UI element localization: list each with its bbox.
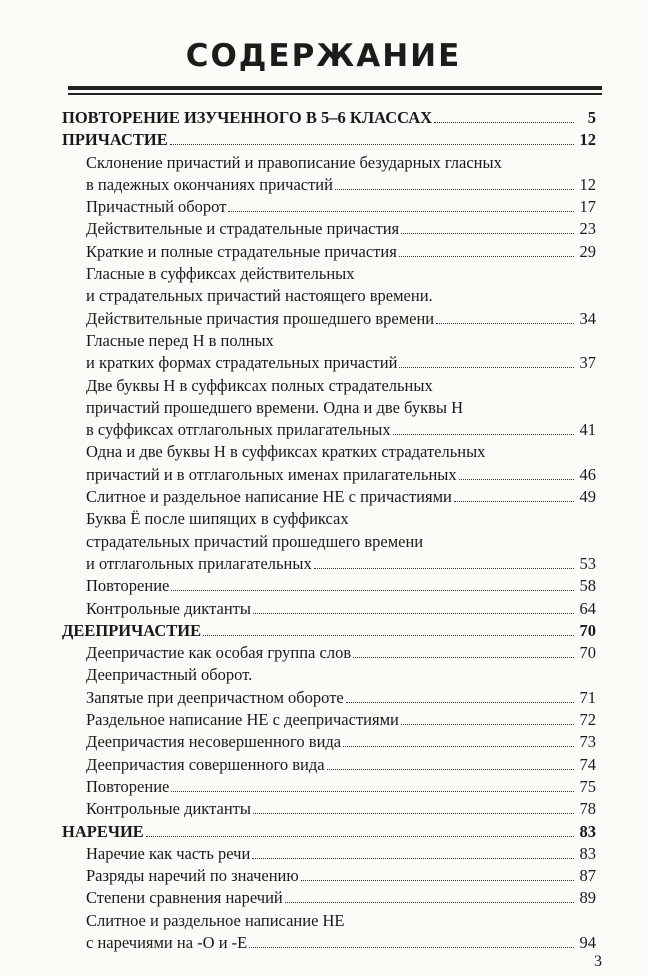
toc-entry-title: Повторение — [86, 576, 170, 596]
toc-page-number: 89 — [579, 888, 596, 908]
toc-entry — [62, 241, 596, 263]
toc-entry-title: Запятые при деепричастном обороте — [86, 687, 344, 707]
toc-line — [62, 731, 596, 753]
toc-entry-title: Разряды наречий по значению — [86, 866, 299, 886]
toc-entry-title: в суффиксах отглагольных прилагательных — [86, 420, 391, 440]
toc-entry — [62, 486, 596, 508]
toc-page-number: 41 — [579, 420, 596, 440]
toc-entry-title: Краткие и полные страдательные причастия — [86, 241, 397, 261]
dot-leader — [171, 575, 574, 591]
toc-page-number: 12 — [579, 130, 596, 150]
toc-line — [62, 308, 596, 330]
dot-leader — [434, 107, 574, 123]
toc-line — [62, 553, 596, 575]
toc-line — [62, 887, 596, 909]
toc-line — [62, 709, 596, 731]
toc-entry-title: Степени сравнения наречий — [86, 888, 283, 908]
title-rule-thin — [68, 93, 602, 95]
toc-entry-title: Раздельное написание НЕ с деепричастиями — [86, 710, 399, 730]
toc-page-number: 49 — [579, 487, 596, 507]
toc-line — [62, 196, 596, 218]
toc-entry-title: Две буквы Н в суффиксах полных страдательных — [86, 375, 433, 395]
dot-leader — [253, 598, 574, 614]
toc-line — [62, 798, 596, 820]
toc-entry — [62, 508, 596, 575]
toc-page-number: 74 — [579, 754, 596, 774]
dot-leader — [401, 709, 574, 725]
toc-line — [62, 218, 596, 240]
toc-entry — [62, 843, 596, 865]
dot-leader — [346, 687, 574, 703]
toc-entry — [62, 887, 596, 909]
toc-page-number: 12 — [579, 174, 596, 194]
dot-leader — [301, 865, 574, 881]
toc-page-number: 29 — [579, 241, 596, 261]
dot-leader — [399, 352, 574, 368]
dot-leader — [252, 843, 574, 859]
toc-entry — [62, 754, 596, 776]
toc-page-number: 37 — [579, 353, 596, 373]
toc-line — [62, 776, 596, 798]
toc-entry — [62, 196, 596, 218]
toc-entry — [62, 441, 596, 486]
toc-page-number: 34 — [579, 308, 596, 328]
toc-page-number: 83 — [579, 843, 596, 863]
toc-entry — [62, 709, 596, 731]
toc-entry — [62, 263, 596, 330]
toc-page-number: 78 — [579, 799, 596, 819]
toc-entry — [62, 575, 596, 597]
toc-entry-title: ПОВТОРЕНИЕ ИЗУЧЕННОГО В 5–6 КЛАССАХ — [62, 108, 433, 127]
toc-line — [62, 932, 596, 954]
toc-page-number: 94 — [579, 932, 596, 952]
toc-page-number: 83 — [579, 821, 596, 841]
toc-page-number: 72 — [579, 710, 596, 730]
toc-section — [62, 821, 596, 843]
toc-page-number: 64 — [579, 598, 596, 618]
toc-entry-title: Слитное и раздельное написание НЕ с причастиями — [86, 487, 452, 507]
toc-entry-title: Одна и две буквы Н в суффиксах кратких страдательных — [86, 442, 486, 462]
toc-page-number: 70 — [579, 620, 596, 640]
dot-leader — [335, 174, 574, 190]
title-rule-thick — [68, 86, 602, 90]
toc-entry — [62, 910, 596, 955]
toc-entry-title: Контрольные диктанты — [86, 598, 251, 618]
toc-entry-title: ПРИЧАСТИЕ — [62, 130, 168, 150]
toc-entry — [62, 642, 596, 664]
toc-page-number: 17 — [579, 197, 596, 217]
dot-leader — [203, 620, 574, 636]
toc-entry-title: страдательных причастий прошедшего времени — [86, 531, 424, 551]
toc-entry — [62, 375, 596, 442]
toc-section — [62, 620, 596, 642]
toc-entry-title: ДЕЕПРИЧАСТИЕ — [62, 620, 202, 640]
table-of-contents — [62, 107, 596, 954]
toc-line — [62, 865, 596, 887]
dot-leader — [249, 932, 574, 948]
toc-line — [62, 575, 596, 597]
toc-line — [62, 129, 596, 151]
toc-entry — [62, 865, 596, 887]
dot-leader — [343, 731, 574, 747]
toc-entry-title: Деепричастный оборот. — [86, 665, 253, 685]
dot-leader — [285, 887, 574, 903]
toc-line — [62, 241, 596, 263]
toc-line — [62, 821, 596, 843]
dot-leader — [314, 553, 574, 569]
toc-page-number: 23 — [579, 219, 596, 239]
dot-leader — [399, 241, 574, 257]
toc-entry-title: причастий и в отглагольных именах прилагательных — [86, 464, 457, 484]
toc-entry-title: Деепричастие как особая группа слов — [86, 643, 352, 663]
toc-entry — [62, 330, 596, 375]
toc-section — [62, 129, 596, 151]
dot-leader — [170, 129, 574, 145]
toc-entry-title: НАРЕЧИЕ — [62, 821, 144, 841]
toc-entry-title: с наречиями на -О и -Е — [86, 932, 248, 952]
toc-line — [62, 754, 596, 776]
toc-entry — [62, 598, 596, 620]
toc-entry — [62, 664, 596, 709]
dot-leader — [436, 308, 574, 324]
toc-section — [62, 107, 596, 129]
toc-line — [62, 174, 596, 196]
dot-leader — [327, 754, 574, 770]
toc-page-number: 5 — [587, 108, 596, 127]
toc-entry-title: Контрольные диктанты — [86, 799, 251, 819]
toc-entry-title: Деепричастия совершенного вида — [86, 754, 325, 774]
toc-entry-title: Гласные в суффиксах действительных — [86, 264, 355, 284]
toc-line — [62, 486, 596, 508]
toc-entry-title: Слитное и раздельное написание НЕ — [86, 910, 345, 930]
page-title: СОДЕРЖАНИЕ — [185, 38, 462, 74]
toc-entry — [62, 798, 596, 820]
dot-leader — [393, 419, 574, 435]
toc-entry-title: Гласные перед Н в полных — [86, 330, 274, 350]
toc-entry — [62, 218, 596, 240]
dot-leader — [401, 218, 574, 234]
toc-page-number: 46 — [579, 464, 596, 484]
dot-leader — [228, 196, 574, 212]
toc-line — [62, 843, 596, 865]
toc-entry-title: Склонение причастий и правописание безударных гласных — [86, 152, 502, 172]
toc-entry-title: причастий прошедшего времени. Одна и две буквы Н — [86, 397, 464, 417]
page-number: 3 — [594, 953, 602, 970]
toc-entry — [62, 152, 596, 197]
toc-line — [62, 687, 596, 709]
toc-page-number: 87 — [579, 866, 596, 886]
toc-line — [62, 620, 596, 642]
toc-line — [62, 642, 596, 664]
dot-leader — [353, 642, 574, 658]
toc-entry-title: Деепричастия несовершенного вида — [86, 732, 342, 752]
toc-page-number: 70 — [579, 643, 596, 663]
dot-leader — [171, 776, 574, 792]
toc-page-number: 75 — [579, 776, 596, 796]
dot-leader — [253, 798, 574, 814]
toc-line — [62, 352, 596, 374]
toc-entry-title: Наречие как часть речи — [86, 843, 251, 863]
toc-entry-title: Повторение — [86, 776, 170, 796]
toc-line — [62, 598, 596, 620]
toc-entry-title: в падежных окончаниях причастий — [86, 174, 333, 194]
toc-entry-title: и отглагольных прилагательных — [86, 553, 312, 573]
toc-entry-title: Действительные и страдательные причастия — [86, 219, 400, 239]
toc-entry-title: и кратких формах страдательных причастий — [86, 353, 398, 373]
toc-page-number: 71 — [579, 687, 596, 707]
dot-leader — [454, 486, 574, 502]
toc-page-number: 58 — [579, 576, 596, 596]
dot-leader — [459, 464, 574, 480]
toc-line — [62, 419, 596, 441]
toc-entry-title: Причастный оборот — [86, 197, 227, 217]
toc-entry-title: Буква Ё после шипящих в суффиксах — [86, 509, 349, 529]
toc-entry — [62, 731, 596, 753]
toc-entry-title: Действительные причастия прошедшего времени — [86, 308, 435, 328]
dot-leader — [146, 821, 574, 837]
toc-line — [62, 107, 596, 129]
toc-page-number: 73 — [579, 732, 596, 752]
toc-entry-title: и страдательных причастий настоящего времени. — [86, 286, 433, 306]
toc-page-number: 53 — [579, 553, 596, 573]
toc-line — [62, 464, 596, 486]
toc-entry — [62, 776, 596, 798]
